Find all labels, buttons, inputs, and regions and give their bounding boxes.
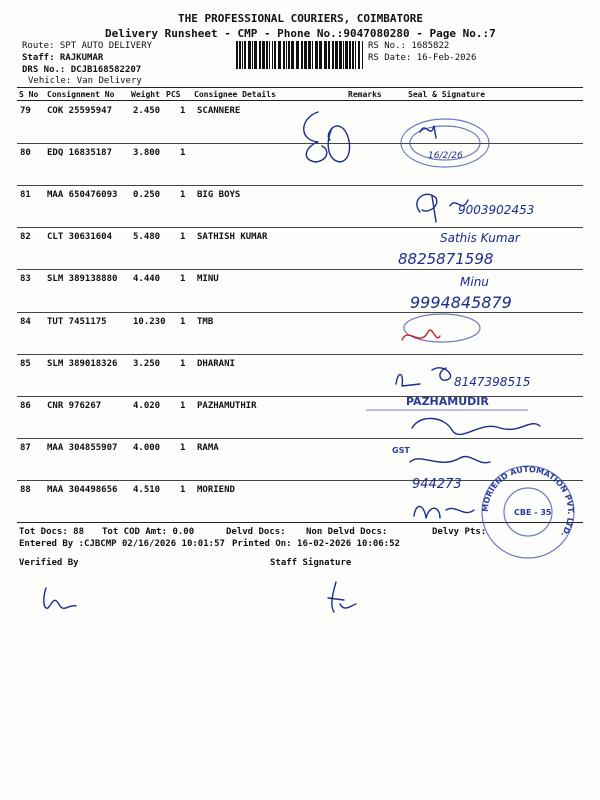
row-sno: 87 (20, 442, 31, 453)
row-consignee: BIG BOYS (197, 190, 241, 201)
row-sno: 81 (20, 190, 31, 201)
row-weight: 4.510 (133, 484, 161, 495)
row-consignment-no: MAA 304498656 (47, 484, 118, 495)
row-consignee: DHARANI (197, 358, 235, 369)
row-consignment-no: TUT 7451175 (47, 316, 107, 327)
row86-shop-stamp (366, 395, 528, 455)
seal-center-text: CBE - 35 (514, 508, 552, 517)
non-delivered-docs: Non Delvd Docs: (306, 527, 388, 537)
row-consignee: MINU (197, 274, 219, 285)
col-header-consignee: Consignee Details (194, 90, 276, 99)
stamp-86-gst: GST (392, 446, 410, 455)
col-header-sno: S No (19, 90, 39, 99)
row88-company-seal (481, 465, 575, 558)
row-weight: 3.250 (133, 358, 161, 369)
row-consignment-no: CLT 30631604 (47, 232, 113, 243)
delivery-stamp-row80 (401, 119, 489, 167)
row-sno: 80 (20, 148, 31, 159)
rs-number: RS No.: 1685822 (368, 41, 450, 51)
col-header-weight: Weight (131, 90, 160, 99)
row-pcs: 1 (180, 484, 186, 495)
route-label: Route: SPT AUTO DELIVERY (22, 41, 153, 51)
row82-phone: 8825871598 (398, 250, 494, 268)
row-consignment-no: COK 25595947 (47, 106, 113, 116)
row-sno: 83 (20, 274, 31, 285)
row-sno: 79 (20, 106, 31, 116)
row-sno: 82 (20, 232, 31, 243)
row-weight: 0.250 (133, 190, 161, 201)
rs-date: RS Date: 16-Feb-2026 (368, 53, 477, 63)
row-consignment-no: MAA 304855907 (47, 442, 118, 453)
row-sno: 86 (20, 400, 31, 411)
row-weight: 4.440 (133, 274, 161, 285)
row-sno: 85 (20, 358, 31, 369)
row-consignment-no: MAA 650476093 (47, 190, 118, 201)
row82-name: Sathis Kumar (440, 231, 520, 245)
row-pcs: 1 (180, 190, 186, 201)
total-docs: Tot Docs: 88 (19, 527, 85, 537)
row-consignment-no: SLM 389018326 (47, 358, 118, 369)
svg-text:MORIEND AUTOMATION PVT. LTD. (481, 465, 575, 539)
row-pcs: 1 (180, 148, 186, 159)
row83-name: Minu (460, 275, 489, 289)
row-consignee: TMB (197, 316, 214, 327)
row-pcs: 1 (180, 400, 186, 411)
col-header-seal: Seal & Signature (408, 90, 486, 99)
row-pcs: 1 (180, 274, 186, 285)
total-cod-amount: Tot COD Amt: 0.00 (102, 527, 195, 537)
staff-label: Staff: RAJKUMAR (22, 53, 104, 63)
row81-phone: 9003902453 (458, 203, 535, 217)
row-weight: 10.230 (133, 316, 166, 327)
staff-signature-label: Staff Signature (270, 558, 352, 568)
row-weight: 4.000 (133, 442, 161, 453)
delivered-docs: Delvd Docs: (226, 527, 286, 537)
row-sno: 84 (20, 316, 31, 327)
delivery-points: Delvy Pts: (432, 527, 487, 537)
row87-phone: 944273 (412, 477, 462, 492)
printed-on: Printed On: 16-02-2026 10:06:52 (232, 539, 400, 549)
stamp-86-name: PAZHAMUDIR (406, 395, 489, 408)
row85-phone: 8147398515 (454, 375, 531, 389)
row-weight: 3.800 (133, 148, 161, 159)
verified-by-signature (44, 588, 76, 608)
row-pcs: 1 (180, 442, 186, 453)
seal-ring-text: MORIEND AUTOMATION PVT. LTD. (480, 464, 576, 539)
row-consignment-no: SLM 389138880 (47, 274, 118, 285)
row-pcs: 1 (180, 232, 186, 243)
entered-by: Entered By :CJBCMP 02/16/2026 10:01:57 (19, 539, 225, 549)
runsheet-subtitle: Delivery Runsheet - CMP - Phone No.:9047080280 - Page No.:7 (105, 27, 496, 40)
verified-by-label: Verified By (19, 558, 79, 568)
row-consignee: SATHISH KUMAR (197, 232, 268, 243)
row-weight: 5.480 (133, 232, 161, 243)
row-weight: 2.450 (133, 106, 161, 116)
col-header-remarks: Remarks (348, 90, 382, 99)
col-header-pcs: PCS (166, 90, 181, 99)
row-consignment-no: EDQ 16835187 (47, 148, 113, 159)
row-sno: 88 (20, 484, 31, 495)
row-pcs: 1 (180, 106, 186, 116)
row-consignee: PAZHAMUTHIR (197, 400, 257, 411)
row-consignment-no: CNR 976267 (47, 400, 102, 411)
drs-label: DRS No.: DCJB168582207 (22, 65, 142, 75)
row-consignee: RAMA (197, 442, 219, 453)
vehicle-label: Vehicle: Van Delivery (28, 76, 142, 86)
row-pcs: 1 (180, 316, 186, 327)
row-pcs: 1 (180, 358, 186, 369)
row80-date: 16/2/26 (428, 151, 463, 161)
staff-signature-mark (328, 582, 356, 612)
row83-phone: 9994845879 (410, 293, 512, 312)
row-consignee: MORIEND (197, 484, 235, 495)
col-header-consignment: Consignment No (47, 90, 115, 99)
row-consignee: SCANNERE (197, 106, 241, 116)
company-title: THE PROFESSIONAL COURIERS, COIMBATORE (178, 12, 424, 25)
row-weight: 4.020 (133, 400, 161, 411)
